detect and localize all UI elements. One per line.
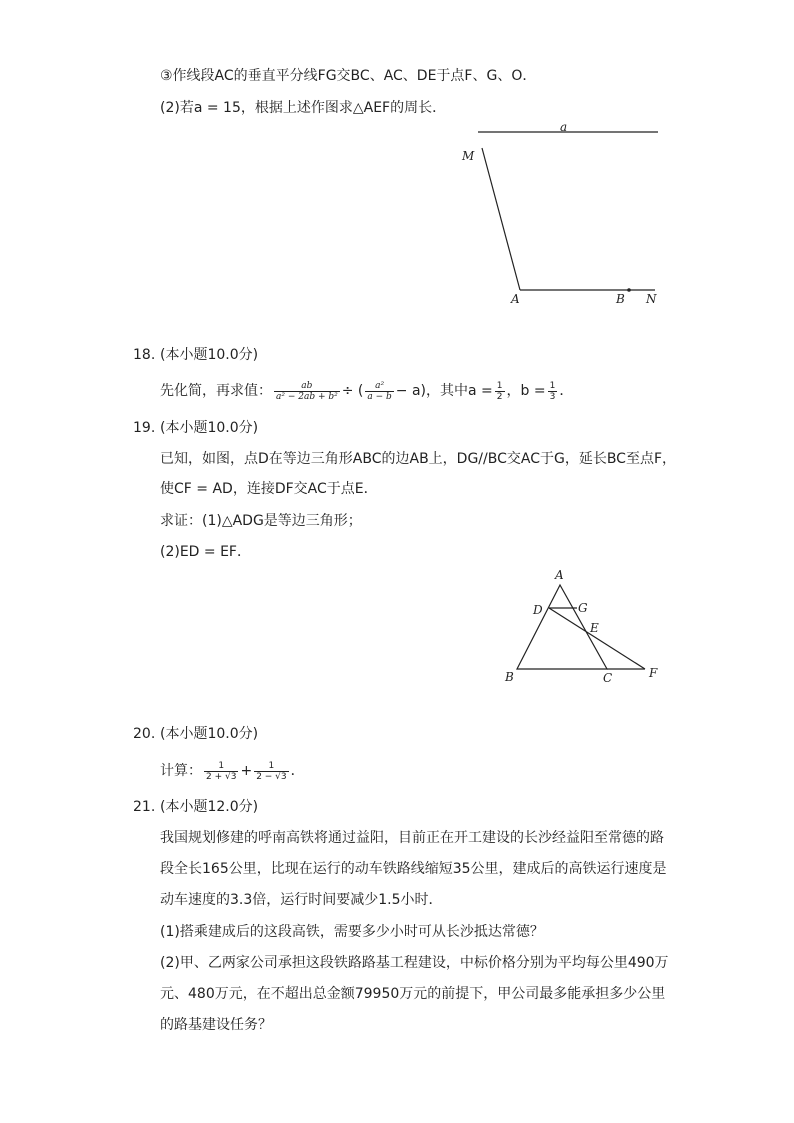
q19-line1: 已知，如图，点D在等边三角形ABC的边AB上，DG//BC交AC于G，延长BC至点F， [160, 451, 677, 467]
q21-line1: 我国规划修建的呼南高铁将通过益阳，目前正在开工建设的长沙经益阳至常德的路 [160, 830, 664, 846]
figure-triangle [495, 565, 670, 690]
q19-line2: 使CF = AD，连接DF交AC于点E． [160, 481, 378, 497]
q21-line4: (1)搭乘建成后的这段高铁，需要多少小时可从长沙抵达常德？ [160, 924, 544, 940]
q21-line7: 的路基建设任务？ [160, 1017, 272, 1033]
fraction-third: $\frac{1}{3}$ [549, 380, 556, 402]
q17-part2: (2)若a = 15，根据上述作图求△AEF的周长． [160, 100, 447, 116]
label-B: B [616, 292, 625, 306]
q21-line2: 段全长165公里，比现在运行的动车铁路线缩短35公里，建成后的高铁运行速度是 [160, 861, 667, 877]
label-a: a [560, 120, 568, 134]
q19-line4: (2)ED = EF． [160, 544, 251, 560]
label-N: N [646, 292, 657, 306]
fraction-1: $\frac{ab}{\text{a² − 2ab + b²}}$ [276, 380, 338, 402]
q20-score: (本小题10.0分) [160, 726, 259, 742]
q19-line3: 求证：(1)△ADG是等边三角形； [160, 513, 362, 529]
label-M: M [462, 149, 475, 163]
q18-score: (本小题10.0分) [160, 347, 259, 363]
fraction-2: $\frac{\text{a²}}{a - b}$ [367, 380, 392, 402]
fraction-2: $\frac{1}{2 - √3}$ [256, 760, 287, 782]
figure-angle-construction [450, 118, 680, 318]
label-E: E [590, 621, 599, 635]
q18-number: 18. [133, 347, 156, 363]
q18-expression: 先化简，再求值： $\frac{ab}{\text{a² − 2ab + b²}}$ ÷ ( $\frac{\text{a²}}{a - b}$ − a)，其中a = $\frac{1}{2}$ ，b = $\frac{1}{3}$ ． [160, 380, 574, 402]
q21-line3: 动车速度的3.3倍，运行时间要减少1.5小时． [160, 892, 443, 908]
q20-expression: 计算： $\frac{1}{2 + √3}$ + $\frac{1}{2 - √3}$ ． [160, 760, 305, 782]
label-F: F [649, 666, 658, 680]
q21-line6: 元、480万元，在不超出总金额79950万元的前提下，甲公司最多能承担多少公里 [160, 986, 666, 1002]
q19-number: 19. [133, 420, 156, 436]
q21-line5: (2)甲、乙两家公司承担这段铁路路基工程建设，中标价格分别为平均每公里490万 [160, 955, 669, 971]
q20-number: 20. [133, 726, 156, 742]
label-C: C [603, 671, 613, 685]
label-A: A [555, 568, 564, 582]
q19-score: (本小题10.0分) [160, 420, 259, 436]
q21-score: (本小题12.0分) [160, 799, 259, 815]
label-A: A [511, 292, 520, 306]
fraction-half: $\frac{1}{2}$ [496, 380, 503, 402]
fraction-1: $\frac{1}{2 + √3}$ [206, 760, 237, 782]
label-G: G [578, 601, 588, 615]
label-D: D [533, 603, 543, 617]
label-B: B [505, 670, 514, 684]
q21-number: 21. [133, 799, 156, 815]
q17-step3: ③作线段AC的垂直平分线FG交BC、AC、DE于点F、G、O． [160, 68, 537, 84]
